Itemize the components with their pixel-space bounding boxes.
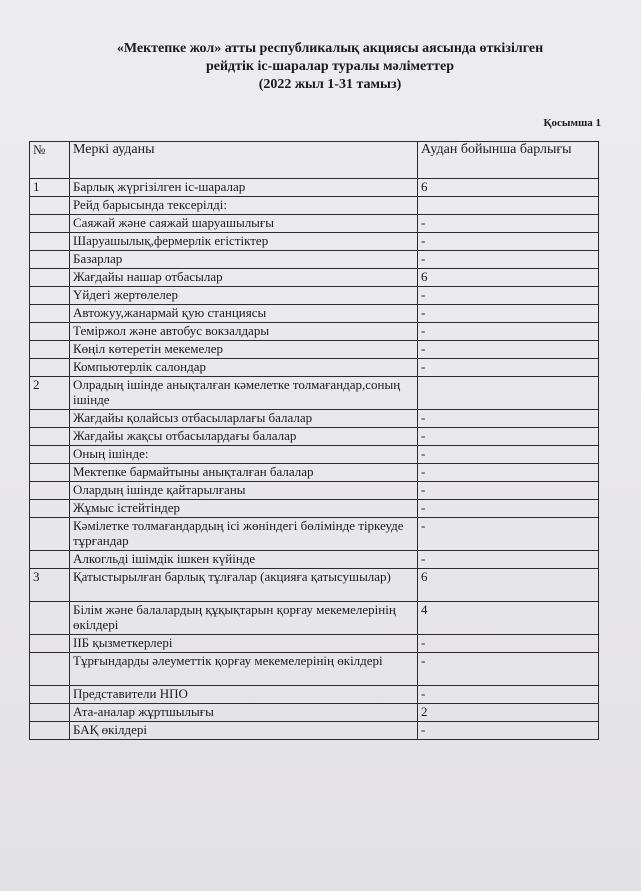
row-label-cell: ІІБ қызметкерлері [70, 635, 418, 653]
row-value-cell: - [418, 635, 599, 653]
table-row [30, 215, 599, 233]
row-value-cell: - [418, 305, 599, 323]
row-label-cell: Қатыстырылған барлық тұлғалар (акцияға қатысушылар) [70, 569, 418, 602]
row-number-cell [30, 341, 70, 359]
table-row [30, 686, 599, 704]
table-row [30, 482, 599, 500]
row-value-cell: - [418, 233, 599, 251]
row-label-cell: Жағдайы қолайсыз отбасыларлағы балалар [70, 410, 418, 428]
row-value-cell: - [418, 359, 599, 377]
row-value-cell: - [418, 551, 599, 569]
row-label-cell: Олрадың ішінде анықталған кәмелетке толмағандар,соның ішінде [70, 377, 418, 410]
row-value-cell: - [418, 482, 599, 500]
row-label-cell: Кәмілетке толмағандардың ісі жөніндегі бөлімінде тіркеуде тұрғандар [70, 518, 418, 551]
row-value-cell [418, 377, 599, 410]
table-row [30, 428, 599, 446]
row-label-cell: БАҚ өкілдері [70, 722, 418, 740]
row-label-cell: Үйдегі жертөлелер [70, 287, 418, 305]
row-number-cell [30, 359, 70, 377]
row-value-cell: - [418, 686, 599, 704]
table-row [30, 464, 599, 482]
row-label-cell: Шаруашылық,фермерлік егістіктер [70, 233, 418, 251]
row-value-cell: - [418, 518, 599, 551]
table-row [30, 569, 599, 602]
row-value-cell: - [418, 341, 599, 359]
row-number-cell [30, 323, 70, 341]
row-number-cell [30, 446, 70, 464]
row-label-cell: Ата-аналар жұртшылығы [70, 704, 418, 722]
row-number-cell [30, 251, 70, 269]
row-number-cell: 2 [30, 377, 70, 410]
row-value-cell: 6 [418, 569, 599, 602]
row-label-cell: Базарлар [70, 251, 418, 269]
title-line-1: «Мектепке жол» атты республикалық акциясы аясында өткізілген [116, 41, 544, 56]
table-row [30, 251, 599, 269]
row-number-cell [30, 482, 70, 500]
table-row [30, 359, 599, 377]
column-header-number: № [30, 142, 70, 179]
column-header-district: Меркі ауданы [70, 142, 418, 179]
table-row [30, 410, 599, 428]
row-value-cell [418, 197, 599, 215]
row-label-cell: Жұмыс істейтіндер [70, 500, 418, 518]
row-number-cell [30, 197, 70, 215]
row-value-cell: - [418, 323, 599, 341]
table-row [30, 323, 599, 341]
row-value-cell: - [418, 410, 599, 428]
row-label-cell: Олардың ішінде қайтарылғаны [70, 482, 418, 500]
row-label-cell: Алкогльді ішімдік ішкен күйінде [70, 551, 418, 569]
row-number-cell [30, 686, 70, 704]
table-row [30, 722, 599, 740]
table-row [30, 446, 599, 464]
table-header-row [30, 142, 599, 179]
row-label-cell: Жағдайы жақсы отбасылардағы балалар [70, 428, 418, 446]
row-value-cell: - [418, 464, 599, 482]
table-body [30, 179, 599, 740]
table-row [30, 305, 599, 323]
row-number-cell [30, 722, 70, 740]
table-row [30, 233, 599, 251]
row-value-cell: 6 [418, 179, 599, 197]
title-line-2: рейдтік іс-шаралар туралы мәліметтер [205, 59, 454, 74]
row-number-cell [30, 518, 70, 551]
row-number-cell: 1 [30, 179, 70, 197]
row-number-cell [30, 287, 70, 305]
row-label-cell: Рейд барысында тексерілді: [70, 197, 418, 215]
table-row [30, 179, 599, 197]
row-label-cell: Тұрғындарды әлеуметтік қорғау мекемелерінің өкілдері [70, 653, 418, 686]
row-value-cell: - [418, 446, 599, 464]
row-label-cell: Мектепке бармайтыны анықталған балалар [70, 464, 418, 482]
row-number-cell [30, 428, 70, 446]
row-label-cell: Представители НПО [70, 686, 418, 704]
row-number-cell [30, 305, 70, 323]
row-label-cell: Теміржол және автобус вокзалдары [70, 323, 418, 341]
row-number-cell [30, 233, 70, 251]
row-number-cell [30, 635, 70, 653]
report-table [29, 141, 599, 740]
row-label-cell: Жағдайы нашар отбасылар [70, 269, 418, 287]
table-row [30, 341, 599, 359]
row-value-cell: - [418, 722, 599, 740]
row-number-cell [30, 551, 70, 569]
annex-label: Қосымша 1 [543, 117, 601, 129]
row-number-cell [30, 410, 70, 428]
row-label-cell: Компьютерлік салондар [70, 359, 418, 377]
table-row [30, 551, 599, 569]
row-number-cell [30, 704, 70, 722]
table-row [30, 269, 599, 287]
row-value-cell: - [418, 500, 599, 518]
table-row [30, 197, 599, 215]
row-label-cell: Білім және балалардың құқықтарын қорғау мекемелерінің өкілдері [70, 602, 418, 635]
table-row [30, 653, 599, 686]
table-row [30, 602, 599, 635]
row-number-cell [30, 602, 70, 635]
row-number-cell: 3 [30, 569, 70, 602]
row-number-cell [30, 464, 70, 482]
row-value-cell: 6 [418, 269, 599, 287]
row-value-cell: - [418, 428, 599, 446]
table-row [30, 518, 599, 551]
row-number-cell [30, 500, 70, 518]
row-value-cell: 2 [418, 704, 599, 722]
row-label-cell: Автожуу,жанармай қую станциясы [70, 305, 418, 323]
row-number-cell [30, 269, 70, 287]
row-value-cell: - [418, 215, 599, 233]
row-label-cell: Барлық жүргізілген іс-шаралар [70, 179, 418, 197]
row-label-cell: Саяжай және саяжай шаруашылығы [70, 215, 418, 233]
row-value-cell: - [418, 287, 599, 305]
column-header-total: Аудан бойынша барлығы [418, 142, 599, 179]
table-row [30, 500, 599, 518]
row-value-cell: 4 [418, 602, 599, 635]
table-row [30, 704, 599, 722]
row-label-cell: Көңіл көтеретін мекемелер [70, 341, 418, 359]
row-value-cell: - [418, 653, 599, 686]
row-label-cell: Оның ішінде: [70, 446, 418, 464]
table-row [30, 287, 599, 305]
table-row [30, 377, 599, 410]
document-title [40, 40, 620, 94]
row-number-cell [30, 653, 70, 686]
title-line-3: (2022 жыл 1-31 тамыз) [258, 77, 402, 92]
row-value-cell: - [418, 251, 599, 269]
row-number-cell [30, 215, 70, 233]
table-row [30, 635, 599, 653]
